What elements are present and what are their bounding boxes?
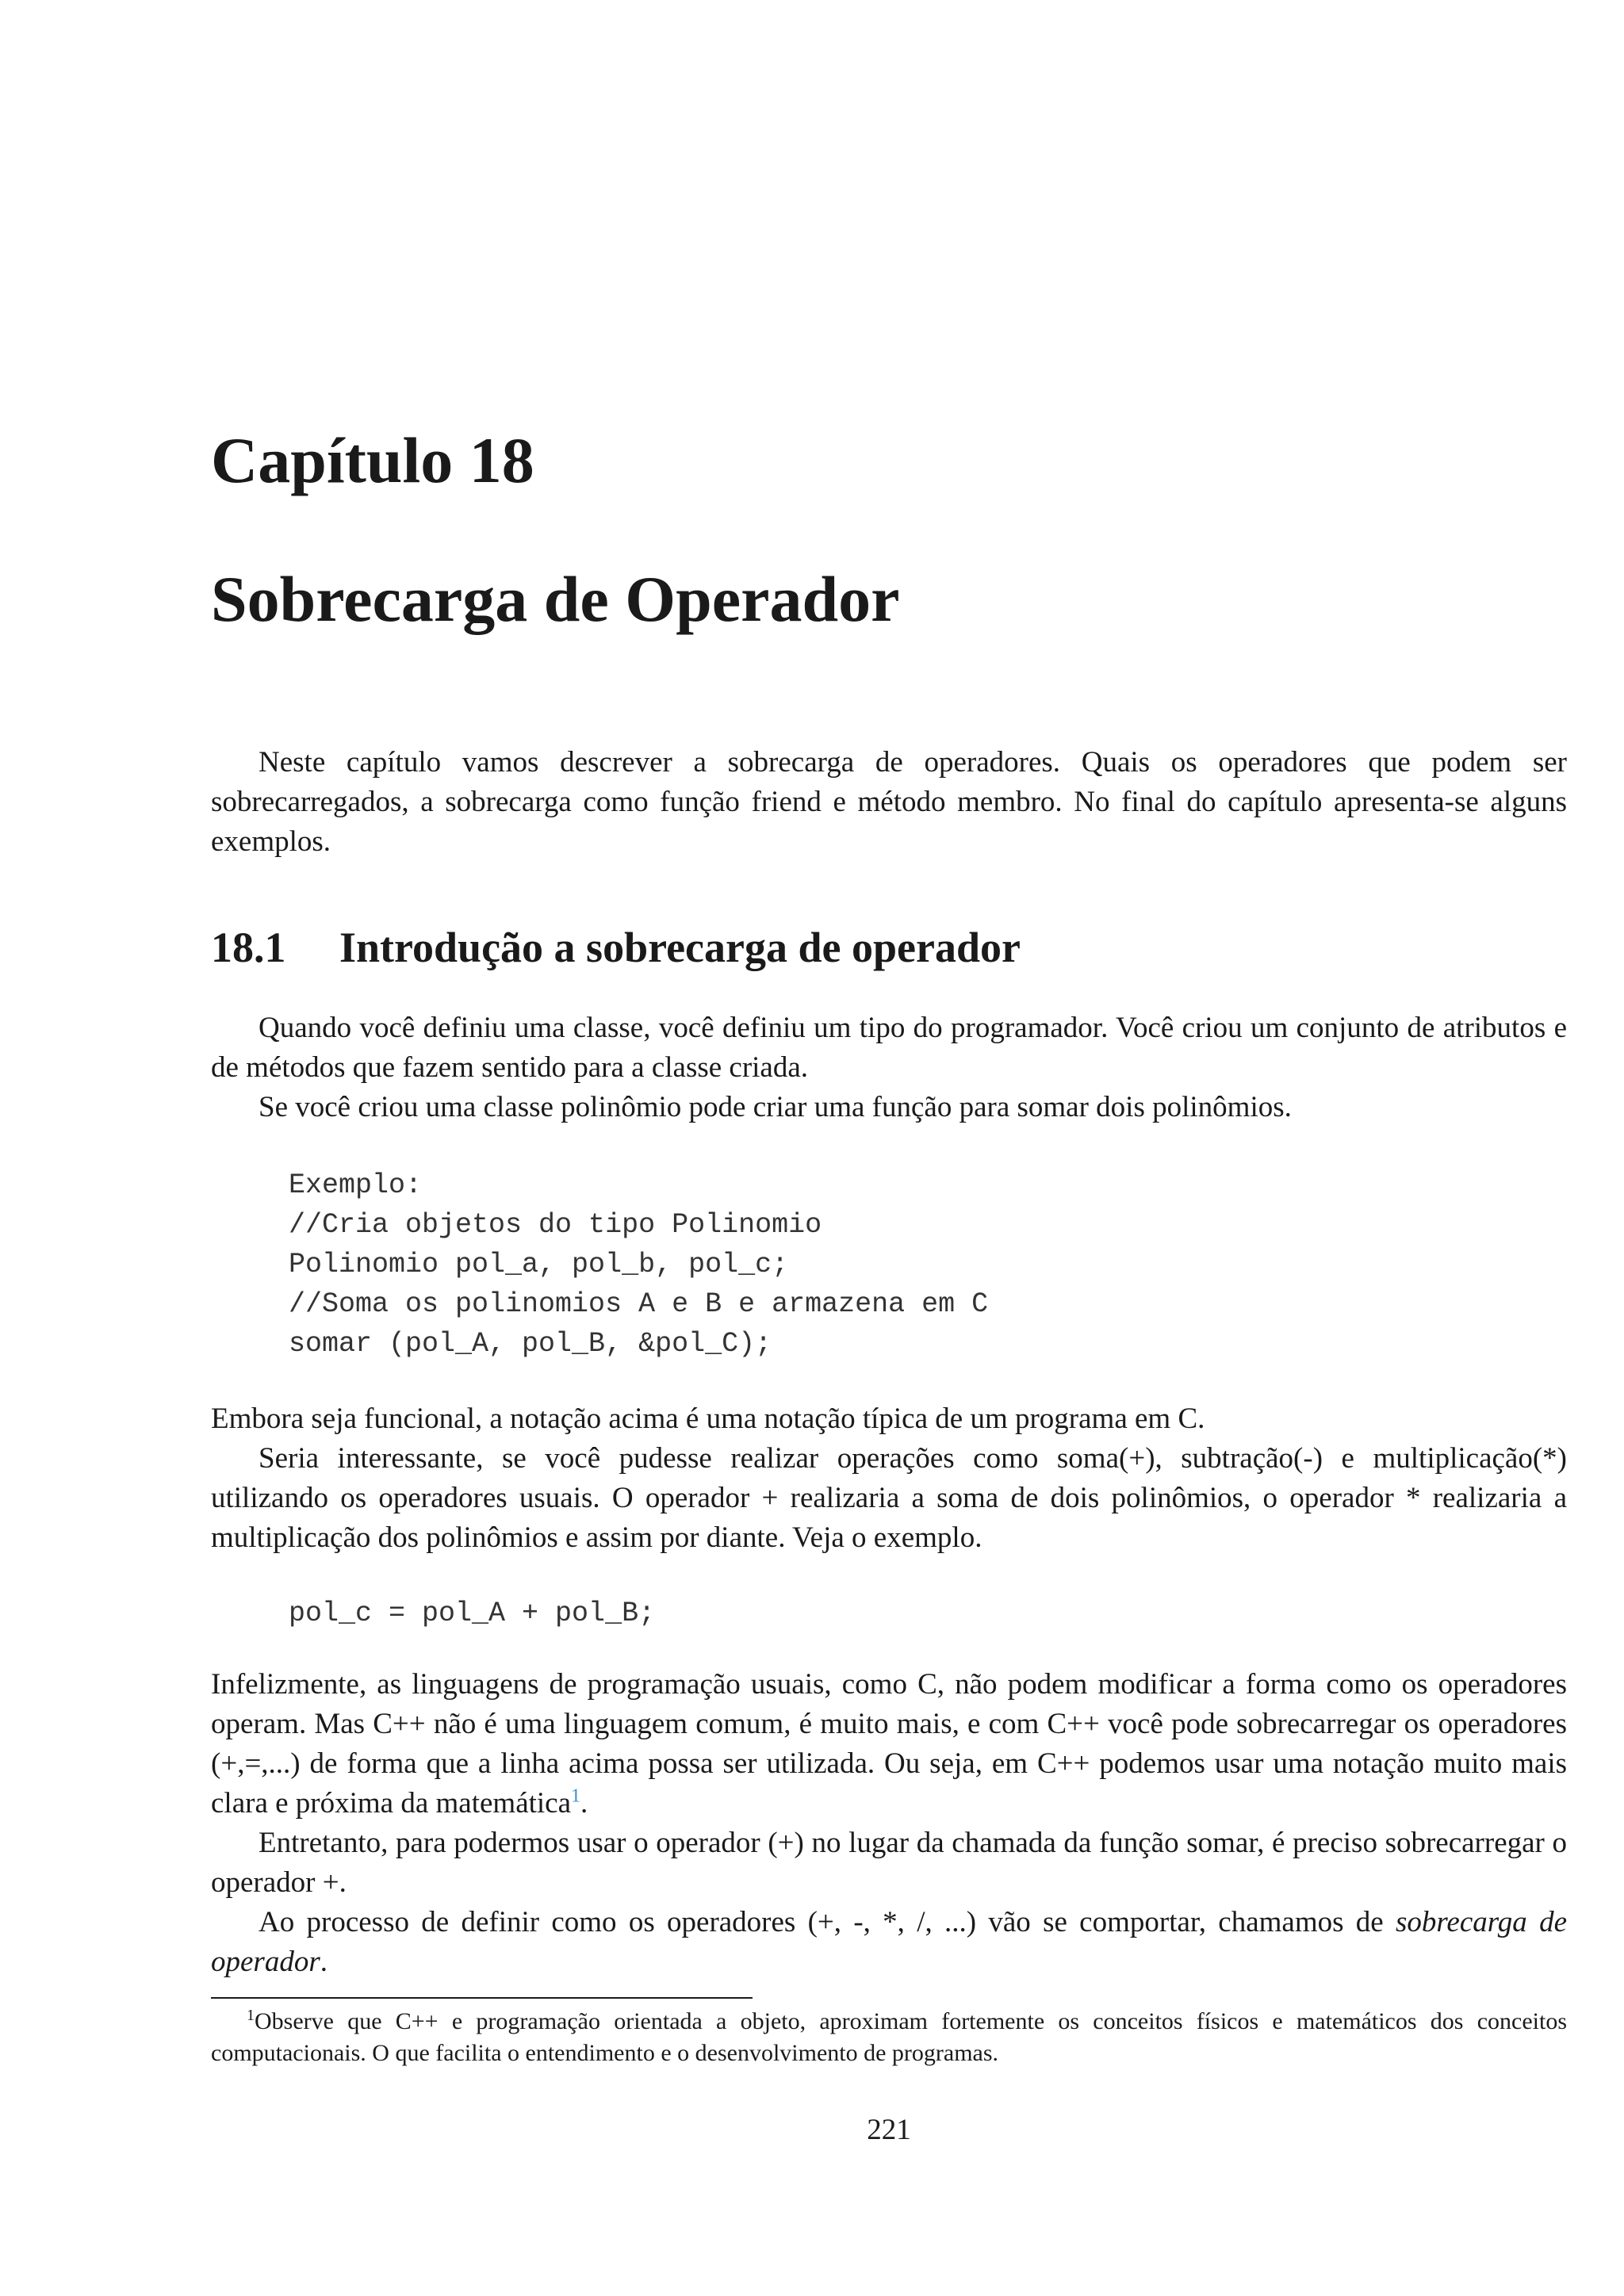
paragraph-processo-end: . [320,1946,327,1978]
paragraph-polinomio: Se você criou uma classe polinômio pode criar uma função para somar dois polinômios. [259,1091,1292,1123]
code-example-block [289,1165,988,1364]
chapter-title: Sobrecarga de Operador [211,563,900,635]
section-title: Introdução a sobrecarga de operador [339,924,1021,971]
paragraph-seria: Seria interessante, se você pudesse realizar operações como soma(+), subtração(-) e multiplicação(*) utilizando os operadores usuais. O operador + realizaria a soma de dois polinômios, o operador * realizaria a multiplicação dos polinômios e assim por diante. Veja o exemplo. [211,1442,1567,1554]
paragraph-entretanto: Entretanto, para podermos usar o operador (+) no lugar da chamada da função somar, é preciso sobrecarregar o operador +. [211,1827,1567,1899]
paragraph-infelizmente-text: Infelizmente, as linguagens de programação usuais, como C, não podem modificar a forma como os operadores operam. Mas C++ não é uma linguagem comum, é muito mais, e com C++ você pode sobrecarregar os operadores (+,=,...) de forma que a linha acima possa ser utilizada. Ou seja, em C++ podemos usar uma notação muito mais clara e próxima da matemática [211,1668,1567,1820]
term-sobrecarga-de-operador: sobrecarga de operador [211,1906,1567,1978]
paragraph-infelizmente-end: . [580,1787,588,1820]
paragraph-definiu: Quando você definiu uma classe, você definiu um tipo do programador. Você criou um conjunto de atributos e de métodos que fazem sentido para a classe criada. [211,1012,1567,1084]
code-line: pol_c = pol_A + pol_B; [289,1598,656,1629]
section-heading [211,926,1021,969]
section-number: 18.1 [211,924,286,971]
document-page [211,0,1567,2296]
chapter-intro-paragraph: Neste capítulo vamos descrever a sobrecarga de operadores. Quais os operadores que podem ser sobrecarregados, a sobrecarga como função friend e método membro. No final do capítulo apresenta-se alguns exemplos. [211,746,1567,858]
paragraph-embora: Embora seja funcional, a notação acima é uma notação típica de um programa em C. [211,1402,1205,1435]
paragraph-processo-text: Ao processo de definir como os operadores (+, -, *, /, ...) vão se comportar, chamamos de [259,1906,1396,1938]
code-line: Polinomio pol_a, pol_b, pol_c; [289,1249,789,1280]
code-line: //Cria objetos do tipo Polinomio [289,1209,822,1241]
footnote-mark: 1 [247,2007,255,2024]
chapter-label: Capítulo 18 [211,424,534,496]
paragraph-infelizmente [211,1665,1567,1823]
page-number: 221 [867,2114,911,2146]
footnote-divider [211,1997,753,1999]
footnote-reference[interactable]: 1 [571,1785,581,1807]
paragraph-processo [211,1903,1567,1982]
code-line: somar (pol_A, pol_B, &pol_C); [289,1328,772,1360]
footnote-text: Observe que C++ e programação orientada a objeto, aproximam fortemente os conceitos físicos e matemáticos dos conceitos computacionais. O que facilita o entendimento e o desenvolvimento de programas. [211,2008,1567,2066]
section-end-block [211,1665,1567,1982]
section-intro-block [211,1008,1567,1127]
code-line: //Soma os polinomios A e B e armazena em C [289,1288,989,1320]
section-middle-block [211,1399,1567,1558]
code-line: Exemplo: [289,1169,423,1201]
code-line-block [289,1594,655,1633]
footnote [211,2006,1567,2069]
